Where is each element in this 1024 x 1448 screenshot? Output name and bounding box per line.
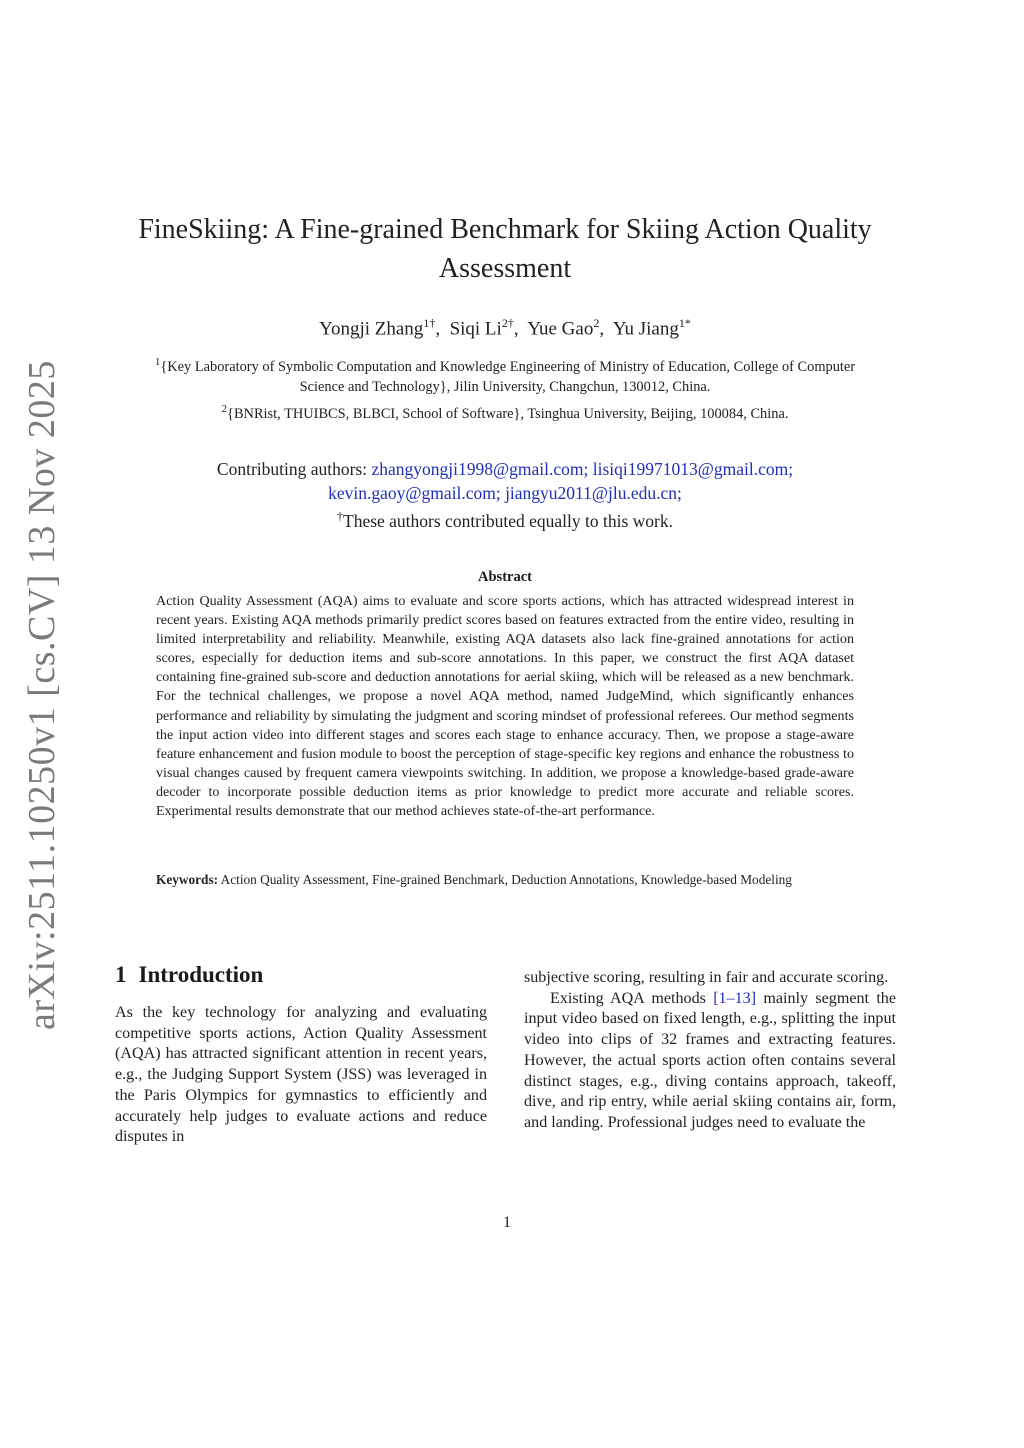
left-column	[115, 1003, 487, 1148]
citation-link[interactable]: [1–13]	[713, 989, 757, 1007]
affiliations	[145, 352, 865, 424]
keywords-text: Action Quality Assessment, Fine-grained Benchmark, Deduction Annotations, Knowledge-based Modeling	[220, 872, 792, 887]
author-mark: 2	[593, 316, 600, 330]
email-link[interactable]: zhangyongji1998@gmail.com;	[371, 459, 589, 479]
affiliation-1: $^1${Key Laboratory of Symbolic Computation and Knowledge Engineering of Ministry of Education, College of Computer Science and Technology}, Jilin University, Changchun, 130012, China.	[154, 356, 856, 395]
equal-contribution-mark: †	[337, 509, 343, 523]
author-name: Yongji Zhang	[319, 318, 424, 340]
right-column	[524, 968, 896, 1134]
author-mark: 1*	[678, 316, 691, 330]
keywords-label: Keywords:	[156, 872, 219, 887]
email-link[interactable]: jiangyu2011@jlu.edu.cn;	[505, 482, 682, 503]
email-link[interactable]: kevin.gaoy@gmail.com;	[328, 482, 501, 503]
author-list: Yongji Zhang$^{1\dagger}$, Siqi $Li^{2\dagger}$, Yue Gao$^2$, Yu Jiang$^{1*}$	[319, 316, 691, 340]
paragraph: As the key technology for analyzing and evaluating competitive sports actions, Action Quality Assessment (AQA) has attracted significant attention in recent years, e.g., the Judging Support System (JSS) was leveraged in the Paris Olympics for gymnastics to efficiently and accurately help judges to evaluate actions and reduce disputes in	[115, 1004, 487, 1146]
email-link[interactable]: lisiqi19971013@gmail.com;	[592, 459, 794, 479]
author-name: Yu Jiang	[612, 318, 679, 340]
author-name: Siqi Li	[449, 318, 502, 340]
author-name: Yue Gao	[527, 318, 594, 340]
arxiv-stamp: arXiv:2511.10250v1 [cs.CV] 13 Nov 2025	[21, 360, 63, 1030]
keywords	[156, 872, 854, 889]
contributing-label: Contributing authors:	[216, 459, 368, 479]
paragraph: subjective scoring, resulting in fair and accurate scoring.	[524, 969, 889, 986]
section-heading	[115, 962, 263, 988]
affiliation-2: $^2${BNRist, THUIBCS, BLBCI, School of Software}, Tsinghua University, Beijing, 100084, China.	[221, 402, 789, 422]
page-number: 1	[503, 1214, 511, 1231]
equal-contribution-note: These authors contributed equally to this work.	[343, 510, 673, 531]
contributing-authors	[130, 458, 880, 533]
abstract-text: Action Quality Assessment (AQA) aims to evaluate and score sports actions, which has attracted widespread interest in recent years. Existing AQA methods primarily predict scores based on features extracted from the entire video, resulting in limited interpretability and reliability. Meanwhile, existing AQA datasets also lack fine-grained annotations for action scores, especially for deduction items and sub-score annotations. In this paper, we construct the first AQA dataset containing fine-grained sub-score and deduction annotations for aerial skiing, which will be released as a new benchmark. For the technical challenges, we propose a novel AQA method, named JudgeMind, which significantly enhances performance and reliability by simulating the judgment and scoring mindset of professional referees. Our method segments the input action video into different stages and scores each stage to enhance accuracy. Then, we propose a stage-aware feature enhancement and fusion module to boost the perception of stage-specific key regions and enhance the robustness to visual changes caused by frequent camera viewpoints switching. In addition, we propose a knowledge-based grade-aware decoder to incorporate possible deduction items as prior knowledge to predict more accurate and reliable scores. Experimental results demonstrate that our method achieves state-of-the-art performance.	[156, 593, 854, 820]
author-mark: 2†	[501, 316, 514, 330]
author-mark: 1†	[423, 316, 436, 330]
abstract-heading: Abstract	[478, 569, 532, 585]
paragraph: Existing AQA methods [1–13] mainly segment the input video based on fixed length, e.g., splitting the input video into clips of 32 frames and extracting features. However, the actual sports action often contains several distinct stages, e.g., diving contains approach, takeoff, dive, and rip entry, while aerial skiing contains air, form, and landing. Professional judges need to evaluate the	[524, 989, 896, 1131]
section-number: 1	[115, 962, 127, 987]
section-title: Introduction	[138, 962, 264, 987]
paper-title: FineSkiing: A Fine-grained Benchmark for Skiing Action Quality Assessment	[138, 214, 872, 284]
